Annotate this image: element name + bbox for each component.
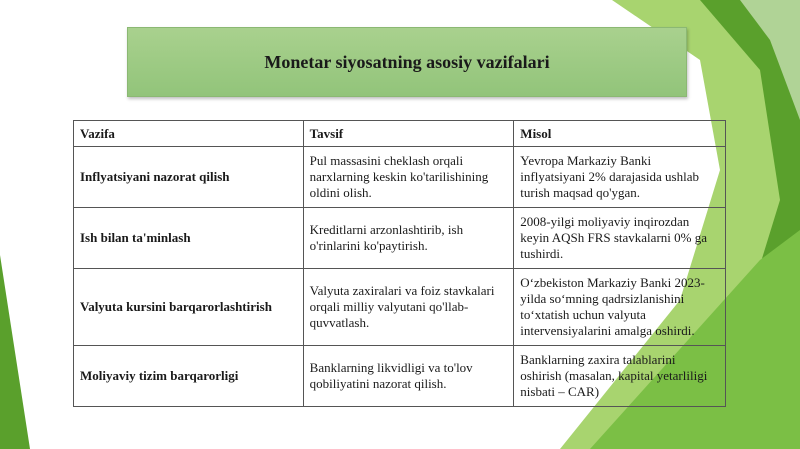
left-green-stripe	[0, 255, 30, 449]
cell-vazifa: Moliyaviy tizim barqarorligi	[74, 346, 304, 407]
cell-tavsif: Pul massasini cheklash orqali narxlarning keskin ko'tarilishining oldini olish.	[303, 147, 514, 208]
table-row	[74, 208, 726, 269]
header-misol: Misol	[514, 121, 726, 147]
header-tavsif: Tavsif	[303, 121, 514, 147]
table-row	[74, 147, 726, 208]
table-header-row	[74, 121, 726, 147]
cell-tavsif: Valyuta zaxiralari va foiz stavkalari orqali milliy valyutani qo'llab-quvvatlash.	[303, 269, 514, 346]
cell-misol: Yevropa Markaziy Banki inflyatsiyani 2% darajasida ushlab turish maqsad qo'ygan.	[514, 147, 726, 208]
title-banner	[127, 27, 687, 97]
cell-misol: 2008-yilgi moliyaviy inqirozdan keyin AQSh FRS stavkalarni 0% ga tushirdi.	[514, 208, 726, 269]
slide-title: Monetar siyosatning asosiy vazifalari	[264, 51, 550, 72]
cell-tavsif: Kreditlarni arzonlashtirib, ish o'rinlarini ko'paytirish.	[303, 208, 514, 269]
table-row	[74, 269, 726, 346]
tasks-table	[73, 120, 726, 407]
cell-vazifa: Inflyatsiyani nazorat qilish	[74, 147, 304, 208]
table-row	[74, 346, 726, 407]
cell-misol: O‘zbekiston Markaziy Banki 2023-yilda so‘mning qadrsizlanishini to‘xtatish uchun valyuta intervensiyalarini amalga oshirdi.	[514, 269, 726, 346]
cell-vazifa: Ish bilan ta'minlash	[74, 208, 304, 269]
cell-tavsif: Banklarning likvidligi va to'lov qobiliyatini nazorat qilish.	[303, 346, 514, 407]
header-vazifa: Vazifa	[74, 121, 304, 147]
cell-vazifa: Valyuta kursini barqarorlashtirish	[74, 269, 304, 346]
cell-misol: Banklarning zaxira talablarini oshirish (masalan, kapital yetarliligi nisbati – CAR)	[514, 346, 726, 407]
